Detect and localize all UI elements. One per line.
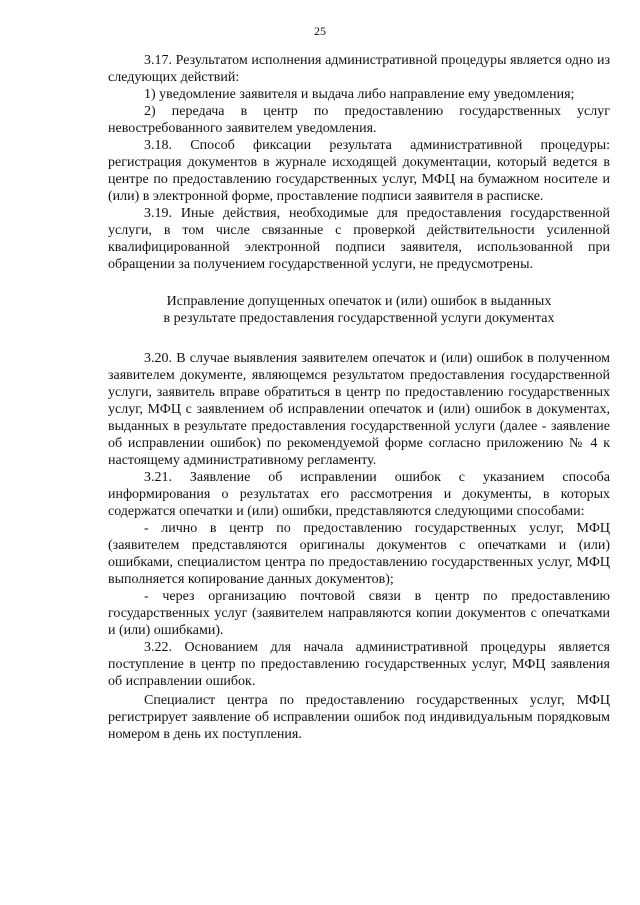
document-body xyxy=(108,52,610,743)
paragraph-3-18: 3.18. Способ фиксации результата административной процедуры: регистрация документов в журнале исходящей документации, который ведется в центре по предоставлению государственных услуг, МФЦ на бумажном носителе и (или) в электронной форме, проставление подписи заявителя в расписке. xyxy=(108,138,610,204)
paragraph-specialist: Специалист центра по предоставлению государственных услуг, МФЦ регистрирует заявление об исправлении ошибок под индивидуальным порядковым номером в день их поступления. xyxy=(108,693,610,742)
method-in-person: - лично в центр по предоставлению государственных услуг, МФЦ (заявителем представляются оригиналы документов с опечатками и (или) ошибками, специалистом центра по предоставлению государственных услуг, МФЦ выполняется копирование данных документов); xyxy=(108,521,610,587)
paragraph-3-21: 3.21. Заявление об исправлении ошибок с указанием способа информирования о результатах его рассмотрения и документы, в которых содержатся опечатки и (или) ошибки, представляются следующими способами: xyxy=(108,470,610,519)
page-number: 25 xyxy=(314,24,326,38)
list-item-1: 1) уведомление заявителя и выдача либо направление ему уведомления; xyxy=(144,87,575,102)
section-heading xyxy=(108,293,610,327)
paragraph-3-20: 3.20. В случае выявления заявителем опечаток и (или) ошибок в полученном заявителем документе, являющемся результатом предоставления государственной услуги, заявитель вправе обратиться в центр по предоставлению государственных услуг, МФЦ с заявлением об исправлении опечаток и (или) ошибок в документах, выданных в результате предоставления государственной услуги (далее - заявление об исправлении ошибок) по рекомендуемой форме согласно приложению № 4 к настоящему административному регламенту. xyxy=(108,351,610,468)
list-item-2: 2) передача в центр по предоставлению государственных услуг невостребованного заявителем уведомления. xyxy=(108,104,610,136)
section-heading-line-1: Исправление допущенных опечаток и (или) ошибок в выданных xyxy=(166,294,552,309)
section-heading-line-2: в результате предоставления государственной услуги документах xyxy=(163,311,555,326)
paragraph-3-19: 3.19. Иные действия, необходимые для предоставления государственной услуги, в том числе связанные с проверкой действительности усиленной квалифицированной электронной подписи заявителя, использованной при обращении за получением государственной услуги, не предусмотрены. xyxy=(108,206,610,272)
paragraph-3-22: 3.22. Основанием для начала административной процедуры является поступление в центр по предоставлению государственных услуг, МФЦ заявления об исправлении ошибок. xyxy=(108,640,610,689)
method-by-post: - через организацию почтовой связи в центр по предоставлению государственных услуг (заявителем направляются копии документов с опечатками и (или) ошибками). xyxy=(108,589,610,638)
paragraph-3-17: 3.17. Результатом исполнения административной процедуры является одно из следующих действий: xyxy=(108,53,610,85)
